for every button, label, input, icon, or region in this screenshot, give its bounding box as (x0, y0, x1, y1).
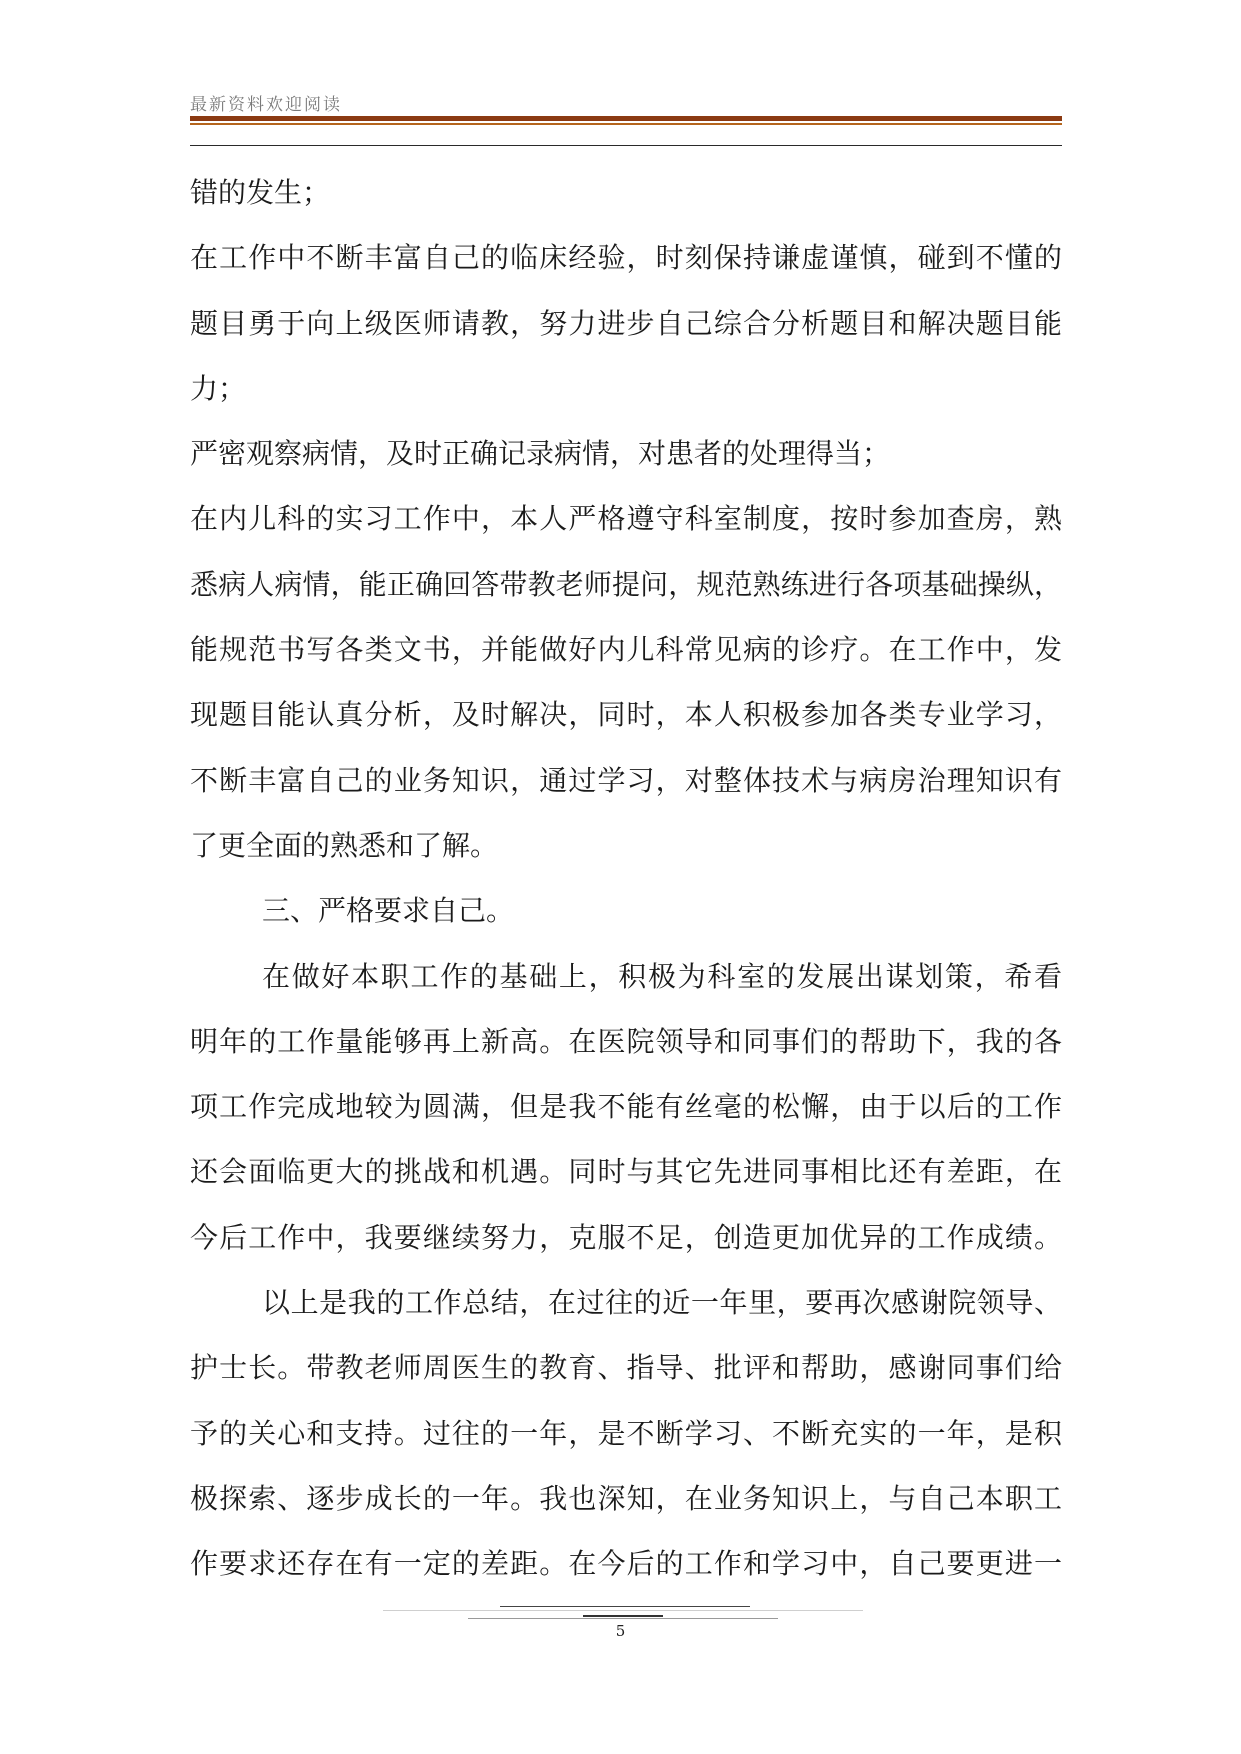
text-line: 以上是我的工作总结，在过往的近一年里，要再次感谢院领导、 (262, 1286, 1062, 1320)
text-line: 极探索、逐步成长的一年。我也深知，在业务知识上，与自己本职工 (190, 1481, 1062, 1515)
text-line: 予的关心和支持。过往的一年，是不断学习、不断充实的一年，是积 (190, 1416, 1062, 1450)
text-line: 在内儿科的实习工作中，本人严格遵守科室制度，按时参加查房，熟 (190, 502, 1062, 536)
text-line: 错的发生； (190, 176, 331, 209)
footer-rule (383, 1610, 863, 1611)
header-rule-thick (190, 116, 1062, 121)
text-line: 还会面临更大的挑战和机遇。同时与其它先进同事相比还有差距，在 (190, 1155, 1062, 1189)
section-heading: 三、严格要求自己。 (262, 894, 515, 928)
text-line: 护士长。带教老师周医生的教育、指导、批评和帮助，感谢同事们给 (190, 1351, 1062, 1385)
text-line: 题目勇于向上级医师请教，努力进步自己综合分析题目和解决题目能 (190, 306, 1062, 340)
text-line: 项工作完成地较为圆满，但是我不能有丝毫的松懈，由于以后的工作 (190, 1090, 1062, 1124)
text-line: 在工作中不断丰富自己的临床经验，时刻保持谦虚谨慎，碰到不懂的 (190, 241, 1062, 275)
text-line: 现题目能认真分析，及时解决，同时，本人积极参加各类专业学习， (190, 698, 1062, 732)
text-line: 作要求还存在有一定的差距。在今后的工作和学习中，自己要更进一 (190, 1547, 1062, 1581)
text-line: 了更全面的熟悉和了解。 (190, 828, 499, 862)
footer-rule (468, 1618, 778, 1619)
text-line: 严密观察病情，及时正确记录病情，对患者的处理得当； (190, 437, 891, 471)
header-rule-thin (190, 145, 1062, 146)
footer-rule (583, 1615, 663, 1617)
header-rule-mid (190, 123, 1062, 125)
document-body (190, 160, 1062, 1597)
text-line: 明年的工作量能够再上新高。在医院领导和同事们的帮助下，我的各 (190, 1024, 1062, 1058)
text-line: 今后工作中，我要继续努力，克服不足，创造更加优异的工作成绩。 (190, 1220, 1062, 1254)
text-line: 力； (190, 371, 247, 405)
footer-rule (500, 1606, 750, 1607)
text-line: 悉病人病情，能正确回答带教老师提问，规范熟练进行各项基础操纵， (190, 567, 1062, 601)
text-line: 在做好本职工作的基础上，积极为科室的发展出谋划策，希看 (262, 959, 1062, 993)
text-line: 不断丰富自己的业务知识，通过学习，对整体技术与病房治理知识有 (190, 763, 1062, 797)
page-number: 5 (615, 1622, 626, 1640)
text-line: 能规范书写各类文书，并能做好内儿科常见病的诊疗。在工作中，发 (190, 633, 1062, 667)
page-header-title: 最新资料欢迎阅读 (190, 95, 342, 115)
